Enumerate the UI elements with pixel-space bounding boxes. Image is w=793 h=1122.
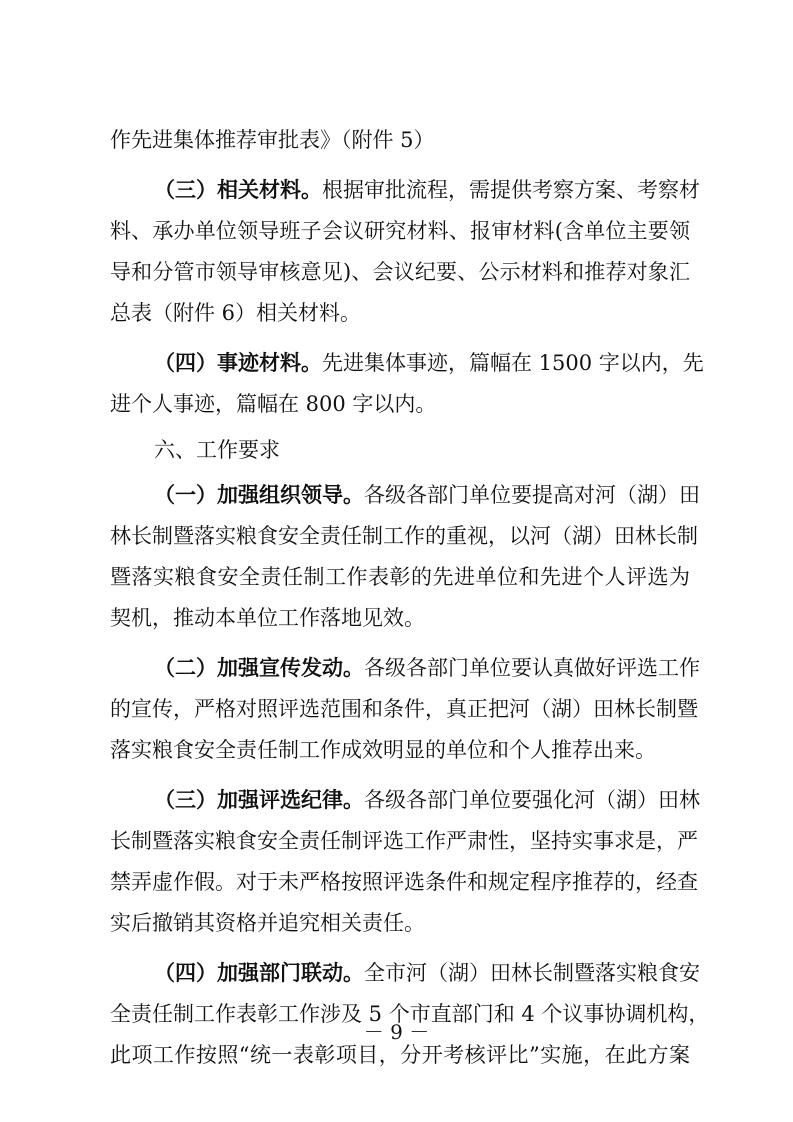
text-line: 全责任制工作表彰工作涉及 5 个市直部门和 4 个议事协调机构， <box>110 1002 710 1026</box>
text-line: 各级各部门单位要强化河（湖）田林 <box>364 788 700 812</box>
text-line: 各级各部门单位要提高对河（湖）田 <box>364 483 700 507</box>
paragraph-continuation <box>110 120 690 161</box>
text-line: 契机，推动本单位工作落地见效。 <box>110 606 425 630</box>
text-line: 长制暨落实粮食安全责任制评选工作严肃性，坚持实事求是，严 <box>110 829 698 853</box>
paragraph-department-linkage <box>110 953 710 1076</box>
text-line: 禁弄虚作假。对于未严格按照评选条件和规定程序推荐的，经查 <box>110 870 698 894</box>
text-line: 作先进集体推荐审批表》（附件 5） <box>110 128 435 152</box>
text-line: 进个人事迹，篇幅在 800 字以内。 <box>110 392 437 416</box>
paragraph-discipline <box>110 780 700 944</box>
subheading: （一）加强组织领导。 <box>154 483 364 507</box>
text-line: 林长制暨落实粮食安全责任制工作的重视，以河（湖）田林长制 <box>110 524 698 548</box>
text-line: 全市河（湖）田林长制暨落实粮食安 <box>364 961 700 985</box>
text-line: 导和分管市领导审核意见)、会议纪要、公示材料和推荐对象汇 <box>110 260 690 284</box>
subheading: （三）相关材料。 <box>154 178 322 202</box>
paragraph-deed-materials <box>110 343 704 425</box>
text-line: 实后撤销其资格并追究相关责任。 <box>110 911 425 935</box>
text-line: 根据审批流程，需提供考察方案、考察材 <box>322 178 700 202</box>
section-title: 六、工作要求 <box>154 438 280 462</box>
subheading: （三）加强评选纪律。 <box>154 788 364 812</box>
text-line: 落实粮食安全责任制工作成效明显的单位和个人推荐出来。 <box>110 738 656 762</box>
text-line: 暨落实粮食安全责任制工作表彰的先进单位和先进个人评选为 <box>110 565 690 589</box>
text-line: 总表（附件 6）相关材料。 <box>110 301 362 325</box>
page-number: － 9 － <box>363 1020 430 1044</box>
document-body <box>110 120 710 1076</box>
text-line: 的宣传，严格对照评选范围和条件，真正把河（湖）田林长制暨 <box>110 697 698 721</box>
text-line: 此项工作按照“统一表彰项目，分开考核评比”实施，在此方案 <box>110 1043 690 1067</box>
paragraph-publicity <box>110 648 700 771</box>
subheading: （四）加强部门联动。 <box>154 961 364 985</box>
text-line: 料、承办单位领导班子会议研究材料、报审材料(含单位主要领 <box>110 219 690 243</box>
paragraph-related-materials <box>110 170 700 334</box>
subheading: （二）加强宣传发动。 <box>154 656 364 680</box>
text-line: 各级各部门单位要认真做好评选工作 <box>364 656 700 680</box>
text-line: 先进集体事迹，篇幅在 1500 字以内，先 <box>322 351 704 375</box>
subheading: （四）事迹材料。 <box>154 351 322 375</box>
paragraph-organization <box>110 475 700 639</box>
